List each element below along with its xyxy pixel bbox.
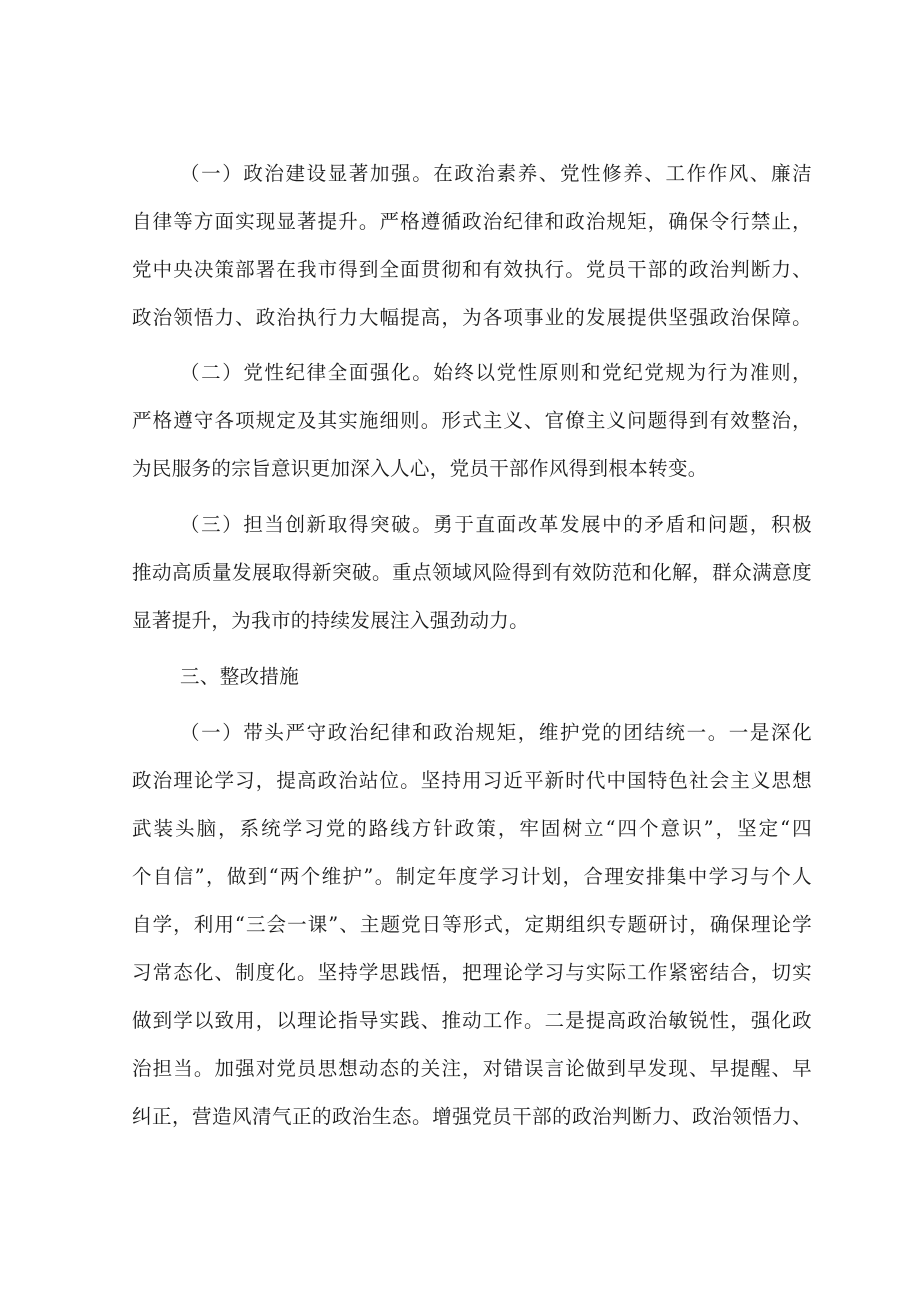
text-line: （三）担当创新取得突破。勇于直面改革发展中的矛盾和问题，积极	[180, 513, 812, 536]
section-heading: 三、整改措施	[180, 665, 300, 688]
text-line: （一）政治建设显著加强。在政治素养、党性修养、工作作风、廉洁	[180, 162, 812, 185]
text-line: 纠正，营造风清气正的政治生态。增强党员干部的政治判断力、政治领悟力、	[132, 1105, 812, 1128]
text-line: 个自信”，做到“两个维护”。制定年度学习计划，合理安排集中学习与个人	[132, 865, 812, 888]
text-line: 推动高质量发展取得新突破。重点领域风险得到有效防范和化解，群众满意度	[132, 561, 812, 584]
text-line: 显著提升，为我市的持续发展注入强劲动力。	[132, 609, 530, 632]
text-line: 做到学以致用，以理论指导实践、推动工作。二是提高政治敏锐性，强化政	[132, 1009, 812, 1032]
text-line: 党中央决策部署在我市得到全面贯彻和有效执行。党员干部的政治判断力、	[132, 258, 812, 281]
text-line: 习常态化、制度化。坚持学思践悟，把理论学习与实际工作紧密结合，切实	[132, 961, 812, 984]
text-line: （一）带头严守政治纪律和政治规矩，维护党的团结统一。一是深化	[180, 721, 812, 744]
text-line: （二）党性纪律全面强化。始终以党性原则和党纪党规为行为准则，	[180, 361, 812, 384]
text-line: 严格遵守各项规定及其实施细则。形式主义、官僚主义问题得到有效整治，	[132, 409, 812, 432]
text-line: 政治领悟力、政治执行力大幅提高，为各项事业的发展提供坚强政治保障。	[132, 306, 812, 329]
text-line: 武装头脑，系统学习党的路线方针政策，牢固树立“四个意识”，坚定“四	[132, 817, 812, 840]
text-line: 政治理论学习，提高政治站位。坚持用习近平新时代中国特色社会主义思想	[132, 769, 812, 792]
text-line: 治担当。加强对党员思想动态的关注，对错误言论做到早发现、早提醒、早	[132, 1057, 812, 1080]
text-line: 自律等方面实现显著提升。严格遵循政治纪律和政治规矩，确保令行禁止，	[132, 210, 812, 233]
text-line: 自学，利用“三会一课”、主题党日等形式，定期组织专题研讨，确保理论学	[132, 913, 812, 936]
text-line: 为民服务的宗旨意识更加深入人心，党员干部作风得到根本转变。	[132, 457, 708, 480]
